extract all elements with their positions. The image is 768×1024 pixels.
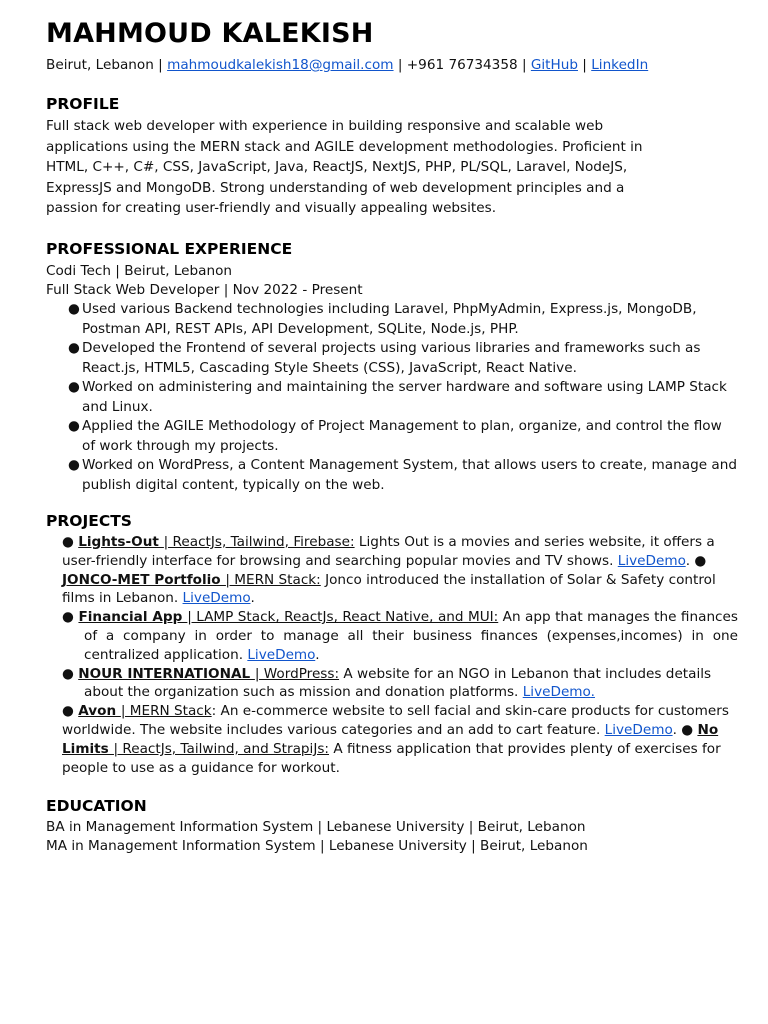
project-name-avon: Avon <box>78 703 121 720</box>
project-desc: Lights Out is a movies and series website, it offers a user-friendly interface for browsing and searching popular movies and TV shows. <box>62 534 715 569</box>
experience-heading: PROFESSIONAL EXPERIENCE <box>46 240 293 258</box>
project-desc: : An e-commerce website to sell facial and skin-care products for customers worldwide. The website includes various categories and an add to cart feature. <box>62 703 729 738</box>
experience-bullet: ● Developed the Frontend of several projects using various libraries and frameworks such as React.js, HTML5, Cascading Style Sheets (CSS), JavaScript, React Native. <box>68 340 701 376</box>
project-stack: | LAMP Stack, ReactJs, React Native, and MUI: <box>187 609 499 626</box>
education-item: BA in Management Information System | Lebanese University | Beirut, Lebanon <box>46 819 586 835</box>
contact-phone: +961 76734358 <box>406 57 518 73</box>
project-desc: A fitness application that provides plenty of exercises for people to use as a guidance for workout. <box>62 740 721 776</box>
candidate-name: MAHMOUD KALEKISH <box>46 18 374 49</box>
project-financial-app: ● Financial App | LAMP Stack, ReactJs, React Native, and MUI: An app that manages the finances of a company in order to manage all their business finances (expenses,incomes) in one centralized application. LiveDemo. <box>62 609 738 663</box>
experience-bullet-list <box>68 300 738 495</box>
project-stack: | WordPress: <box>254 665 340 682</box>
education-item: MA in Management Information System | Lebanese University | Beirut, Lebanon <box>46 838 588 854</box>
live-demo-link[interactable]: LiveDemo <box>182 590 251 607</box>
project-nour: ● NOUR INTERNATIONAL | WordPress: A website for an NGO in Lebanon that includes details about the organization such as mission and donation platforms. LiveDemo. <box>62 665 712 701</box>
project-desc: Jonco introduced the installation of Solar & Safety control films in Lebanon. <box>62 571 716 607</box>
project-name-no-limits: No Limits <box>62 721 719 757</box>
live-demo-link[interactable]: LiveDemo <box>247 646 316 663</box>
project-name-jonco: JONCO-MET Portfolio <box>62 571 226 588</box>
experience-bullet: ● Worked on WordPress, a Content Management System, that allows users to create, manage and publish digital content, typically on the web. <box>68 457 737 493</box>
contact-line: Beirut, Lebanon | mahmoudkalekish18@gmail.com | +961 76734358 | GitHub | LinkedIn <box>46 57 649 73</box>
projects-block <box>62 533 738 777</box>
profile-text: Full stack web developer with experience in building responsive and scalable web applications using the MERN stack and AGILE development methodologies. Proficient in HTML, C++, C#, CSS, JavaScript, Java, ReactJS, NextJS, PHP, PL/SQL, Laravel, NodeJS, ExpressJS and MongoDB. Strong understanding of web development principles and a passion for creating user-friendly and visually appealing websites. <box>46 118 643 216</box>
experience-bullet: ● Worked on administering and maintaining the server hardware and software using LAMP Stack and Linux. <box>68 379 727 415</box>
live-demo-link[interactable]: LiveDemo <box>522 684 591 701</box>
experience-company: Codi Tech | Beirut, Lebanon <box>46 263 233 279</box>
email-link[interactable]: mahmoudkalekish18@gmail.com <box>167 57 394 73</box>
project-name-nour: NOUR INTERNATIONAL <box>78 665 255 682</box>
linkedin-link[interactable]: LinkedIn <box>591 57 649 73</box>
project-group-1: ● Lights-Out | ReactJs, Tailwind, Firebase: Lights Out is a movies and series website, it offers a user-friendly interface for browsing and searching popular movies and TV shows. LiveDemo. ● JONCO-MET Portfolio | MERN Stack: Jonco introduced the installation of Solar & Safety control films in Lebanon. LiveDemo. <box>62 534 716 607</box>
project-name-lights-out: Lights-Out <box>78 534 164 550</box>
profile-heading: PROFILE <box>46 95 120 113</box>
live-demo-link[interactable]: LiveDemo <box>617 552 686 569</box>
project-stack: | ReactJs, Tailwind, and StrapiJs: <box>113 740 330 757</box>
project-name-financial: Financial App <box>78 609 188 626</box>
projects-heading: PROJECTS <box>46 512 132 530</box>
experience-role: Full Stack Web Developer | Nov 2022 - Present <box>46 282 363 298</box>
github-link[interactable]: GitHub <box>530 57 578 73</box>
project-stack: | MERN Stack: <box>225 571 321 588</box>
project-group-2: ● Avon | MERN Stack: An e-commerce website to sell facial and skin-care products for customers worldwide. The website includes various categories and an add to cart feature. LiveDemo. ● No Limits | ReactJs, Tailwind, and StrapiJs: A fitness application that provides plenty of exercises for people to use as a guidance for workout. <box>62 703 729 776</box>
project-stack: | ReactJs, Tailwind, Firebase: <box>163 534 355 550</box>
contact-location: Beirut, Lebanon <box>46 57 154 73</box>
project-desc: A website for an NGO in Lebanon that includes details about the organization such as mission and donation platforms. <box>84 665 712 701</box>
experience-bullet: ● Used various Backend technologies including Laravel, PhpMyAdmin, Express.js, MongoDB, Postman API, REST APIs, API Development, SQLite, Node.js, PHP. <box>68 301 697 337</box>
project-stack: | MERN Stack <box>120 703 212 720</box>
live-demo-link[interactable]: LiveDemo <box>604 721 673 738</box>
education-heading: EDUCATION <box>46 797 147 815</box>
experience-bullet: ● Applied the AGILE Methodology of Project Management to plan, organize, and control the flow of work through my projects. <box>68 418 722 454</box>
project-desc: An app that manages the finances of a company in order to manage all their business finances (expenses,incomes) in one centralized application. <box>84 609 738 663</box>
